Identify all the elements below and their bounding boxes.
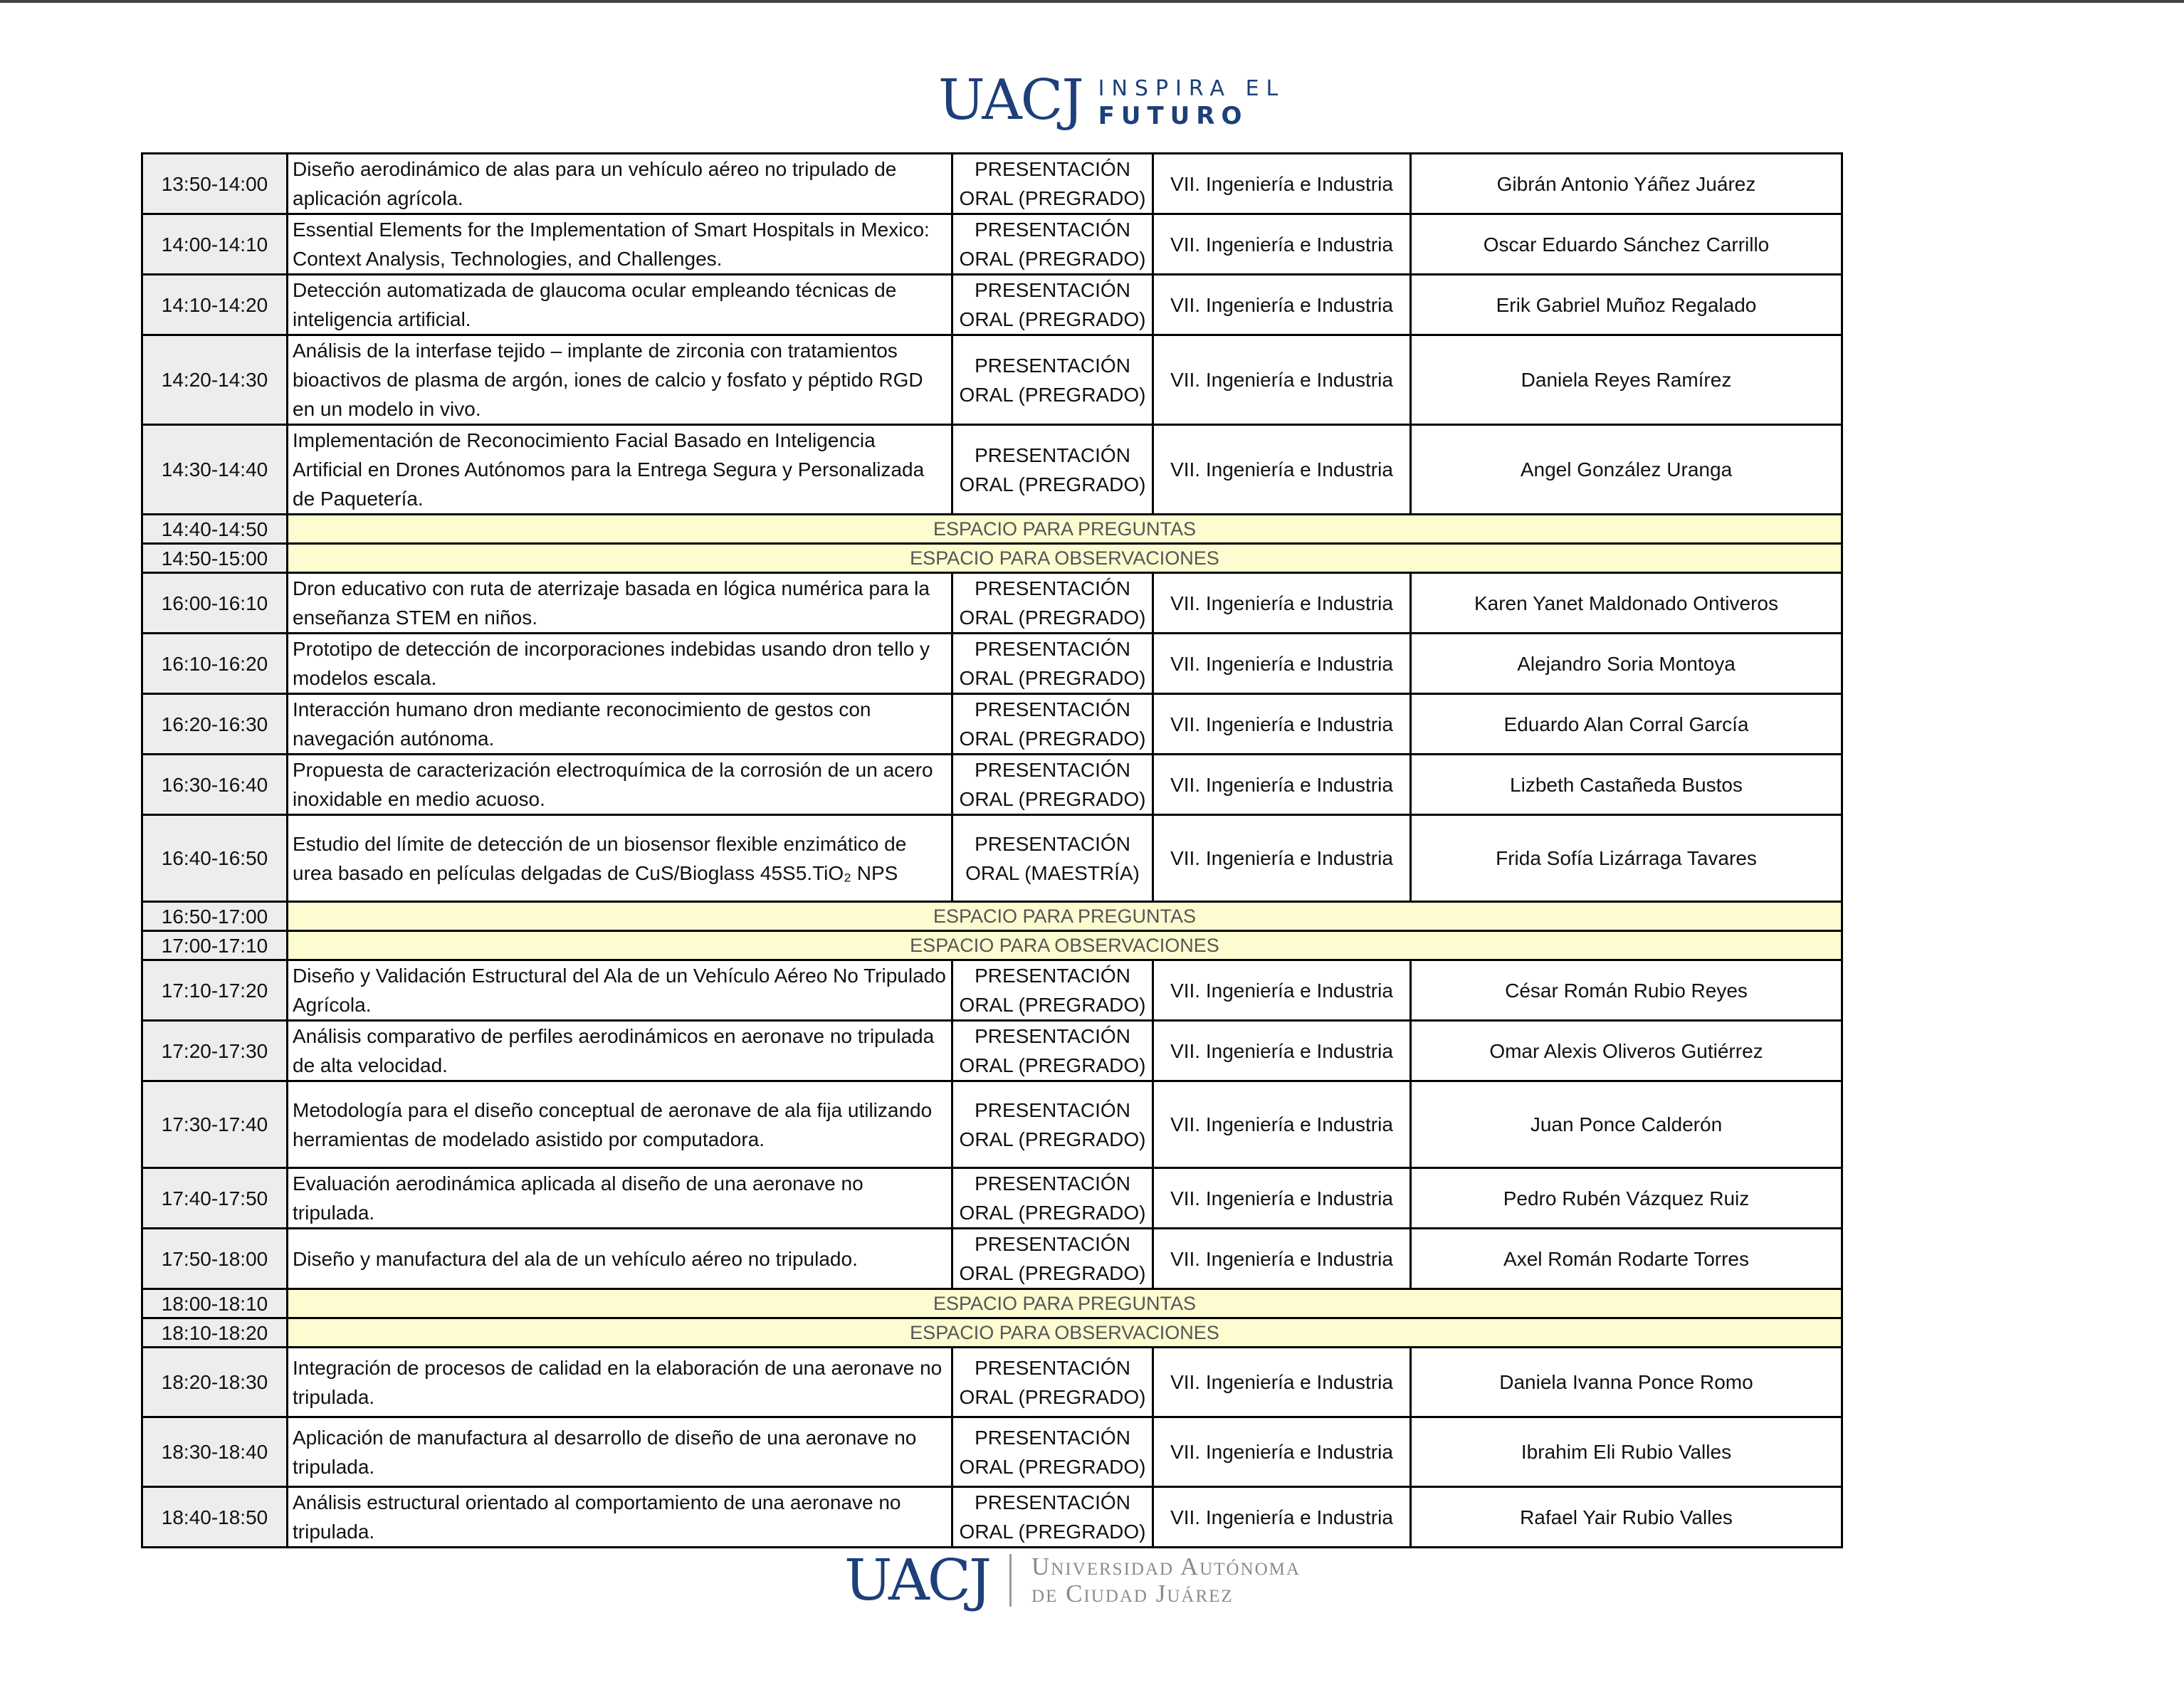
- category-cell: VII. Ingeniería e Industria: [1153, 694, 1411, 755]
- time-cell: 17:50-18:00: [142, 1229, 288, 1289]
- type-cell: PRESENTACIÓN ORAL (PREGRADO): [952, 335, 1153, 425]
- author-cell: Lizbeth Castañeda Bustos: [1411, 755, 1842, 815]
- category-cell: VII. Ingeniería e Industria: [1153, 1417, 1411, 1487]
- footer-logo: [844, 1547, 1301, 1613]
- type-cell: PRESENTACIÓN ORAL (PREGRADO): [952, 1417, 1153, 1487]
- time-cell: 16:40-16:50: [142, 815, 288, 902]
- footer-university-line-1: Universidad Autónoma: [1031, 1553, 1301, 1580]
- type-cell: PRESENTACIÓN ORAL (PREGRADO): [952, 425, 1153, 515]
- category-cell: VII. Ingeniería e Industria: [1153, 214, 1411, 275]
- title-cell: Interacción humano dron mediante reconocimiento de gestos con navegación autónoma.: [288, 694, 952, 755]
- table-row: [142, 1229, 1842, 1289]
- category-cell: VII. Ingeniería e Industria: [1153, 1229, 1411, 1289]
- category-cell: VII. Ingeniería e Industria: [1153, 573, 1411, 634]
- type-cell: PRESENTACIÓN ORAL (PREGRADO): [952, 960, 1153, 1021]
- footer-uacj-mark: UACJ: [844, 1547, 990, 1613]
- category-cell: VII. Ingeniería e Industria: [1153, 1487, 1411, 1548]
- category-cell: VII. Ingeniería e Industria: [1153, 335, 1411, 425]
- uacj-logo-mark: UACJ: [938, 68, 1083, 132]
- footer-divider: [1009, 1554, 1012, 1607]
- time-cell: 17:40-17:50: [142, 1168, 288, 1229]
- time-cell: 14:40-14:50: [142, 515, 288, 544]
- table-row: [142, 1021, 1842, 1081]
- time-cell: 17:30-17:40: [142, 1081, 288, 1168]
- table-row: [142, 573, 1842, 634]
- category-cell: VII. Ingeniería e Industria: [1153, 815, 1411, 902]
- type-cell: PRESENTACIÓN ORAL (PREGRADO): [952, 694, 1153, 755]
- category-cell: VII. Ingeniería e Industria: [1153, 634, 1411, 694]
- type-cell: PRESENTACIÓN ORAL (PREGRADO): [952, 214, 1153, 275]
- time-cell: 14:50-15:00: [142, 544, 288, 573]
- title-cell: Dron educativo con ruta de aterrizaje basada en lógica numérica para la enseñanza STEM en niños.: [288, 573, 952, 634]
- time-cell: 14:30-14:40: [142, 425, 288, 515]
- table-row: [142, 214, 1842, 275]
- type-cell: PRESENTACIÓN ORAL (PREGRADO): [952, 1168, 1153, 1229]
- title-cell: Diseño y manufactura del ala de un vehículo aéreo no tripulado.: [288, 1229, 952, 1289]
- table-row: [142, 1487, 1842, 1548]
- type-cell: PRESENTACIÓN ORAL (MAESTRÍA): [952, 815, 1153, 902]
- table-row: [142, 634, 1842, 694]
- type-cell: PRESENTACIÓN ORAL (PREGRADO): [952, 755, 1153, 815]
- category-cell: VII. Ingeniería e Industria: [1153, 425, 1411, 515]
- title-cell: Diseño aerodinámico de alas para un vehículo aéreo no tripulado de aplicación agrícola.: [288, 154, 952, 214]
- header-logo: [938, 68, 1286, 132]
- table-row: [142, 1417, 1842, 1487]
- title-cell: Análisis comparativo de perfiles aerodinámicos en aeronave no tripulada de alta velocidad.: [288, 1021, 952, 1081]
- time-cell: 17:00-17:10: [142, 931, 288, 960]
- author-cell: Omar Alexis Oliveros Gutiérrez: [1411, 1021, 1842, 1081]
- category-cell: VII. Ingeniería e Industria: [1153, 275, 1411, 335]
- author-cell: Pedro Rubén Vázquez Ruiz: [1411, 1168, 1842, 1229]
- table-row: [142, 154, 1842, 214]
- table-row: [142, 1168, 1842, 1229]
- type-cell: PRESENTACIÓN ORAL (PREGRADO): [952, 1348, 1153, 1417]
- time-cell: 17:10-17:20: [142, 960, 288, 1021]
- author-cell: Oscar Eduardo Sánchez Carrillo: [1411, 214, 1842, 275]
- category-cell: VII. Ingeniería e Industria: [1153, 154, 1411, 214]
- break-row: [142, 515, 1842, 544]
- title-cell: Implementación de Reconocimiento Facial Basado en Inteligencia Artificial en Drones Autónomos para la Entrega Segura y Personalizada de Paquetería.: [288, 425, 952, 515]
- title-cell: Análisis de la interfase tejido – implante de zirconia con tratamientos bioactivos de plasma de argón, iones de calcio y fosfato y péptido RGD en un modelo in vivo.: [288, 335, 952, 425]
- footer-university-line-2: de Ciudad Juárez: [1031, 1580, 1234, 1607]
- time-cell: 18:30-18:40: [142, 1417, 288, 1487]
- time-cell: 16:20-16:30: [142, 694, 288, 755]
- author-cell: Ibrahim Eli Rubio Valles: [1411, 1417, 1842, 1487]
- table-row: [142, 425, 1842, 515]
- time-cell: 16:10-16:20: [142, 634, 288, 694]
- break-label-cell: ESPACIO PARA OBSERVACIONES: [288, 544, 1842, 573]
- time-cell: 17:20-17:30: [142, 1021, 288, 1081]
- author-cell: Karen Yanet Maldonado Ontiveros: [1411, 573, 1842, 634]
- category-cell: VII. Ingeniería e Industria: [1153, 1021, 1411, 1081]
- break-label-cell: ESPACIO PARA PREGUNTAS: [288, 1289, 1842, 1318]
- break-label-cell: ESPACIO PARA PREGUNTAS: [288, 902, 1842, 931]
- schedule-table: [141, 152, 1843, 1548]
- time-cell: 13:50-14:00: [142, 154, 288, 214]
- time-cell: 14:00-14:10: [142, 214, 288, 275]
- break-row: [142, 1289, 1842, 1318]
- break-label-cell: ESPACIO PARA PREGUNTAS: [288, 515, 1842, 544]
- author-cell: Alejandro Soria Montoya: [1411, 634, 1842, 694]
- title-cell: Aplicación de manufactura al desarrollo de diseño de una aeronave no tripulada.: [288, 1417, 952, 1487]
- type-cell: PRESENTACIÓN ORAL (PREGRADO): [952, 275, 1153, 335]
- title-cell: Propuesta de caracterización electroquímica de la corrosión de un acero inoxidable en medio acuoso.: [288, 755, 952, 815]
- category-cell: VII. Ingeniería e Industria: [1153, 960, 1411, 1021]
- slogan-line-1: INSPIRA EL: [1098, 76, 1286, 101]
- type-cell: PRESENTACIÓN ORAL (PREGRADO): [952, 1487, 1153, 1548]
- footer-university-name: [1031, 1553, 1301, 1607]
- type-cell: PRESENTACIÓN ORAL (PREGRADO): [952, 634, 1153, 694]
- title-cell: Estudio del límite de detección de un biosensor flexible enzimático de urea basado en películas delgadas de CuS/Bioglass 45S5.TiO₂ NPS: [288, 815, 952, 902]
- author-cell: Erik Gabriel Muñoz Regalado: [1411, 275, 1842, 335]
- time-cell: 16:30-16:40: [142, 755, 288, 815]
- table-row: [142, 335, 1842, 425]
- schedule-body: [142, 154, 1842, 1548]
- author-cell: Rafael Yair Rubio Valles: [1411, 1487, 1842, 1548]
- slogan-line-2: FUTURO: [1098, 102, 1249, 130]
- time-cell: 14:10-14:20: [142, 275, 288, 335]
- break-row: [142, 902, 1842, 931]
- type-cell: PRESENTACIÓN ORAL (PREGRADO): [952, 1229, 1153, 1289]
- category-cell: VII. Ingeniería e Industria: [1153, 1348, 1411, 1417]
- author-cell: Eduardo Alan Corral García: [1411, 694, 1842, 755]
- title-cell: Prototipo de detección de incorporaciones indebidas usando dron tello y modelos escala.: [288, 634, 952, 694]
- table-row: [142, 755, 1842, 815]
- type-cell: PRESENTACIÓN ORAL (PREGRADO): [952, 154, 1153, 214]
- author-cell: Daniela Reyes Ramírez: [1411, 335, 1842, 425]
- table-row: [142, 694, 1842, 755]
- break-row: [142, 544, 1842, 573]
- author-cell: Daniela Ivanna Ponce Romo: [1411, 1348, 1842, 1417]
- title-cell: Análisis estructural orientado al comportamiento de una aeronave no tripulada.: [288, 1487, 952, 1548]
- title-cell: Diseño y Validación Estructural del Ala de un Vehículo Aéreo No Tripulado Agrícola.: [288, 960, 952, 1021]
- break-label-cell: ESPACIO PARA OBSERVACIONES: [288, 1318, 1842, 1348]
- break-row: [142, 931, 1842, 960]
- category-cell: VII. Ingeniería e Industria: [1153, 755, 1411, 815]
- type-cell: PRESENTACIÓN ORAL (PREGRADO): [952, 573, 1153, 634]
- break-row: [142, 1318, 1842, 1348]
- author-cell: César Román Rubio Reyes: [1411, 960, 1842, 1021]
- author-cell: Axel Román Rodarte Torres: [1411, 1229, 1842, 1289]
- type-cell: PRESENTACIÓN ORAL (PREGRADO): [952, 1021, 1153, 1081]
- author-cell: Gibrán Antonio Yáñez Juárez: [1411, 154, 1842, 214]
- title-cell: Metodología para el diseño conceptual de aeronave de ala fija utilizando herramientas de modelado asistido por computadora.: [288, 1081, 952, 1168]
- author-cell: Frida Sofía Lizárraga Tavares: [1411, 815, 1842, 902]
- slogan: [1098, 78, 1286, 128]
- time-cell: 16:00-16:10: [142, 573, 288, 634]
- type-cell: PRESENTACIÓN ORAL (PREGRADO): [952, 1081, 1153, 1168]
- table-row: [142, 815, 1842, 902]
- title-cell: Detección automatizada de glaucoma ocular empleando técnicas de inteligencia artificial.: [288, 275, 952, 335]
- title-cell: Evaluación aerodinámica aplicada al diseño de una aeronave no tripulada.: [288, 1168, 952, 1229]
- top-border-line: [0, 0, 2184, 3]
- table-row: [142, 960, 1842, 1021]
- author-cell: Angel González Uranga: [1411, 425, 1842, 515]
- table-row: [142, 275, 1842, 335]
- title-cell: Integración de procesos de calidad en la elaboración de una aeronave no tripulada.: [288, 1348, 952, 1417]
- table-row: [142, 1348, 1842, 1417]
- author-cell: Juan Ponce Calderón: [1411, 1081, 1842, 1168]
- time-cell: 18:00-18:10: [142, 1289, 288, 1318]
- time-cell: 18:20-18:30: [142, 1348, 288, 1417]
- time-cell: 18:40-18:50: [142, 1487, 288, 1548]
- time-cell: 16:50-17:00: [142, 902, 288, 931]
- break-label-cell: ESPACIO PARA OBSERVACIONES: [288, 931, 1842, 960]
- table-row: [142, 1081, 1842, 1168]
- time-cell: 14:20-14:30: [142, 335, 288, 425]
- category-cell: VII. Ingeniería e Industria: [1153, 1168, 1411, 1229]
- category-cell: VII. Ingeniería e Industria: [1153, 1081, 1411, 1168]
- title-cell: Essential Elements for the Implementation of Smart Hospitals in Mexico: Context Analysis, Technologies, and Challenges.: [288, 214, 952, 275]
- time-cell: 18:10-18:20: [142, 1318, 288, 1348]
